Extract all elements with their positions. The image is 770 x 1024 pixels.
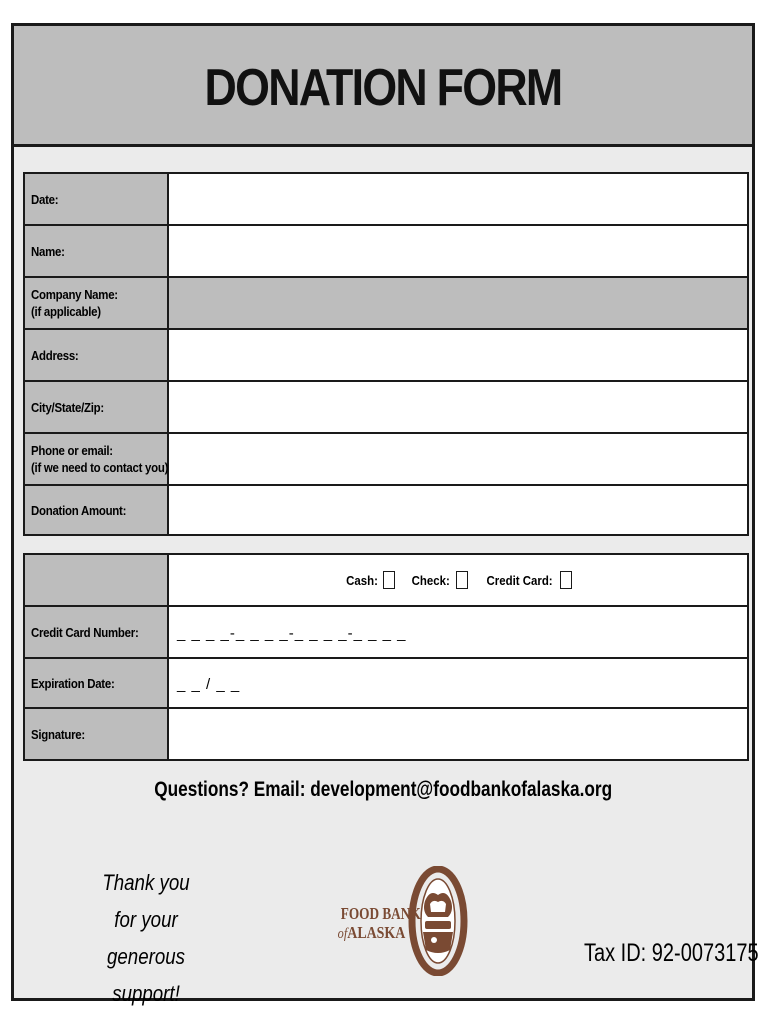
field-label: Name: (25, 226, 169, 276)
field-label: Phone or email: (if we need to contact you) (25, 434, 169, 484)
field-label: Donation Amount: (25, 486, 169, 534)
card-number-row (25, 607, 747, 657)
donation-amount-field[interactable] (169, 486, 747, 534)
field-label: Date: (25, 174, 169, 224)
field-label: Expiration Date: (25, 659, 169, 707)
contact-info-table (23, 172, 749, 536)
card-number-mask: _ _ _ _-_ _ _ _-_ _ _ _-_ _ _ _ (177, 625, 407, 643)
city-state-zip-field[interactable] (169, 382, 747, 432)
field-label: Address: (25, 330, 169, 380)
form-title: DONATION FORM (204, 59, 562, 117)
expiration-date-field[interactable] (169, 659, 747, 707)
payment-method-label-cell (25, 555, 169, 605)
field-label: Credit Card Number: (25, 607, 169, 657)
company-name-field[interactable] (169, 278, 747, 328)
check-option[interactable]: Check: (409, 571, 467, 589)
field-row-date (25, 174, 747, 224)
name-field[interactable] (169, 226, 747, 276)
credit-card-option[interactable]: Credit Card: (482, 571, 572, 589)
field-row-company (25, 278, 747, 328)
expiration-mask: _ _ / _ _ (177, 676, 241, 694)
payment-method-row (25, 555, 747, 605)
tax-id: Tax ID: 92-0073175 (584, 939, 759, 967)
signature-row (25, 709, 747, 759)
logo-wordmark: FOOD BANK ofALASKA (337, 904, 421, 942)
field-label: Company Name: (if applicable) (25, 278, 169, 328)
logo-emblem-icon (406, 866, 470, 976)
cash-checkbox[interactable] (383, 571, 395, 589)
payment-method-options (169, 555, 747, 605)
field-row-name (25, 226, 747, 276)
field-row-amount (25, 486, 747, 534)
address-field[interactable] (169, 330, 747, 380)
questions-contact: Questions? Email: development@foodbankofalaska.org (154, 778, 612, 801)
form-header (14, 26, 752, 147)
signature-field[interactable] (169, 709, 747, 759)
thank-you-message: Thank you for your generous support! (102, 870, 190, 1006)
field-label: City/State/Zip: (25, 382, 169, 432)
field-label: Signature: (25, 709, 169, 759)
check-checkbox[interactable] (456, 571, 468, 589)
card-number-field[interactable] (169, 607, 747, 657)
field-row-address (25, 330, 747, 380)
field-row-contact (25, 434, 747, 484)
field-row-city (25, 382, 747, 432)
food-bank-logo (324, 866, 464, 976)
phone-email-field[interactable] (169, 434, 747, 484)
cash-option[interactable]: Cash: (344, 571, 395, 589)
expiration-row (25, 659, 747, 707)
payment-table (23, 553, 749, 761)
donation-form-sheet (11, 23, 759, 1006)
credit-card-checkbox[interactable] (560, 571, 572, 589)
date-field[interactable] (169, 174, 747, 224)
